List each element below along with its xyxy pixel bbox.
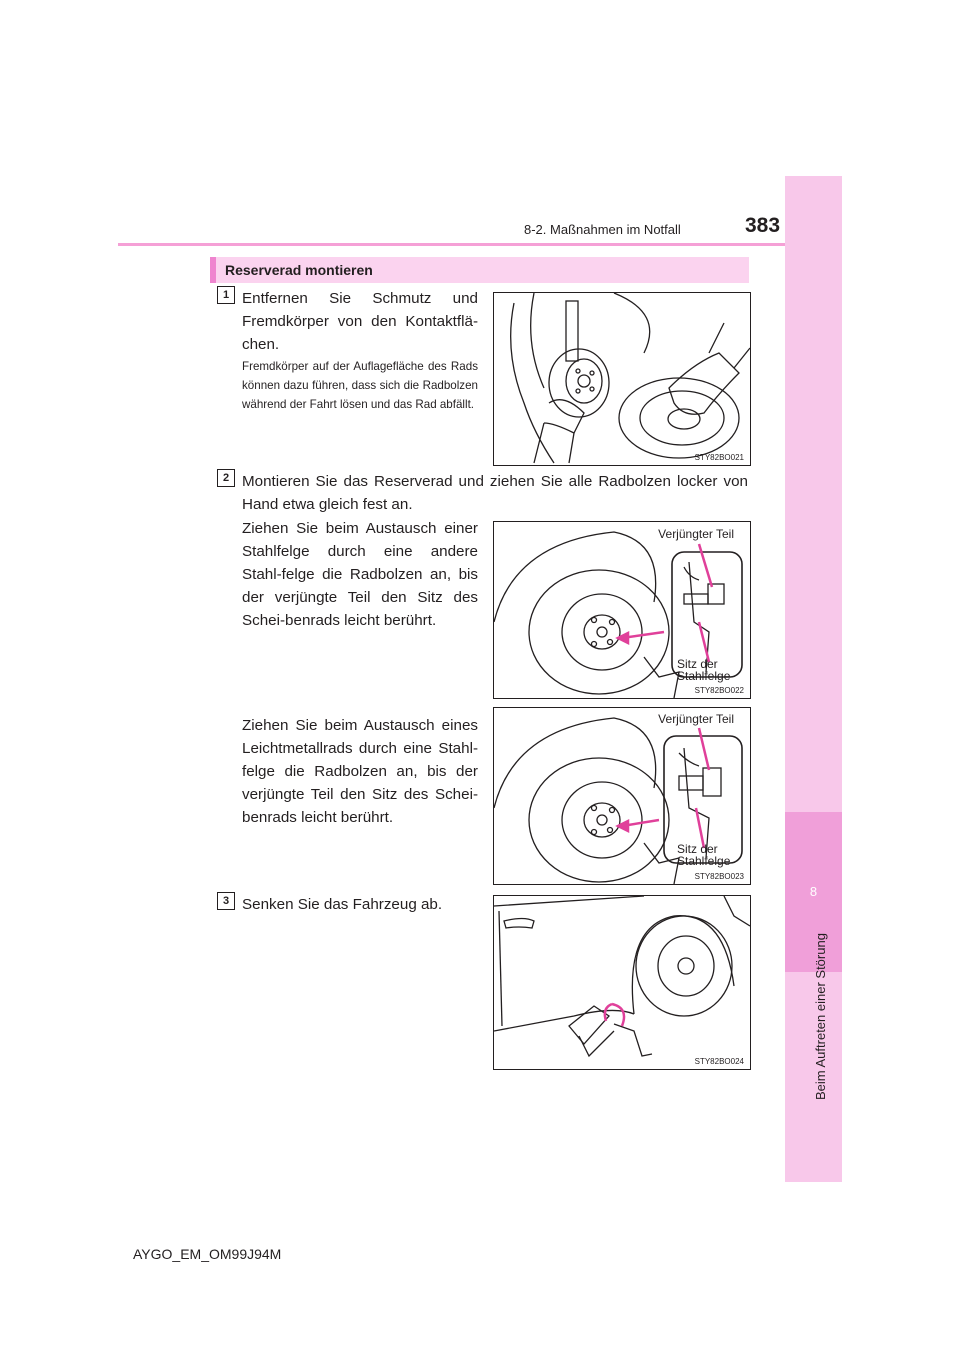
step-number-1: 1 (217, 286, 235, 304)
section-heading-bar (210, 257, 216, 283)
step-2-text: Montieren Sie das Reserverad und ziehen Sie alle Radbolzen locker von Hand etwa gleich fest an. (242, 473, 748, 513)
label-rim-seat-line2: Stahlfelge (677, 669, 731, 683)
figure-alloy-to-steel-rim (493, 707, 751, 885)
label-tapered-part: Verjüngter Teil (658, 712, 734, 726)
figure-lower-vehicle (493, 895, 751, 1070)
step-1-note: Fremdkörper auf der Auflagefläche des Rads können dazu führen, dass sich die Radbolzen während der Fahrt lösen und das Rad abfällt. (242, 360, 478, 411)
label-tapered-part: Verjüngter Teil (658, 527, 734, 541)
alloy-rim-illustration (494, 708, 750, 884)
document-code: AYGO_EM_OM99J94M (133, 1246, 282, 1262)
label-rim-seat-line1: Sitz der (677, 842, 718, 856)
step-1-text: Entfernen Sie Schmutz und Fremdkörper von den Kontaktflä-chen. (242, 290, 478, 353)
chapter-number: 8 (809, 884, 818, 899)
figure-steel-rim (493, 521, 751, 699)
figure-code: STY82BO022 (694, 686, 744, 695)
page-number: 383 (745, 214, 781, 237)
steel-rim-illustration (494, 522, 750, 698)
figure-code: STY82BO024 (694, 1057, 744, 1066)
step-number-2: 2 (217, 469, 235, 487)
label-rim-seat-line1: Sitz der (677, 657, 718, 671)
figure-code: STY82BO023 (694, 872, 744, 881)
figure-code: STY82BO021 (694, 453, 744, 462)
step-2-alloy-instruction: Ziehen Sie beim Austausch eines Leichtmetallrads durch eine Stahl-felge die Radbolzen an, bis der verjüngte Teil den Sitz des Schei-benrads leicht berührt. (242, 717, 478, 826)
chapter-title: Beim Auftreten einer Störung (813, 933, 828, 1100)
step-number-3: 3 (217, 892, 235, 910)
header-rule (118, 243, 840, 246)
figure-clean-contact-surfaces (493, 292, 751, 466)
wheel-hub-illustration (494, 293, 750, 465)
step-3-text: Senken Sie das Fahrzeug ab. (242, 896, 443, 913)
section-reference: 8-2. Maßnahmen im Notfall (524, 222, 681, 237)
label-rim-seat-line2: Stahlfelge (677, 854, 731, 868)
lower-vehicle-illustration (494, 896, 750, 1069)
section-heading: Reserverad montieren (225, 262, 373, 278)
step-2-steel-instruction: Ziehen Sie beim Austausch einer Stahlfelge durch eine andere Stahl-felge die Radbolzen an, bis der verjüngte Teil den Sitz des Schei-benrads leicht berührt. (242, 520, 478, 629)
